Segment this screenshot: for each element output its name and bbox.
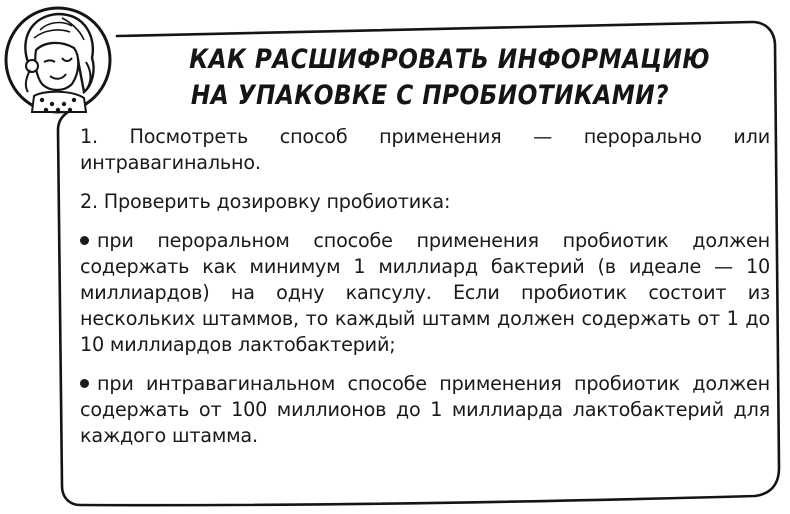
bullet-item-vaginal xyxy=(80,371,770,449)
page-title xyxy=(189,42,711,114)
bullet-oral-text: при пероральном способе применения пробиотик должен содержать как минимум 1 миллиард бактерий (в идеале — 10 миллиардов) на одну капсулу. Если пробиотик состоит из нескольких штаммов, то каждый штамм должен содержать от 1 до 10 миллиардов лактобактерий; xyxy=(80,229,770,356)
step-2-text: 2. Проверить дозировку пробиотика: xyxy=(80,190,451,213)
bullet-dot-icon xyxy=(80,236,89,245)
instructions-body xyxy=(80,124,770,462)
bullet-dot-icon xyxy=(80,379,89,388)
bullet-vaginal-text: при интравагинальном способе применения пробиотик должен содержать от 100 миллионов до 1 миллиарда лактобактерий для каждого штамма. xyxy=(80,372,770,447)
step-1-text: 1. Посмотреть способ применения — перорально или интравагинально. xyxy=(80,125,770,174)
woman-portrait-icon xyxy=(0,0,118,118)
title-line-2: НА УПАКОВКЕ С ПРОБИОТИКАМИ? xyxy=(190,80,670,111)
bullet-item-oral xyxy=(80,228,770,358)
title-line-1: КАК РАСШИФРОВАТЬ ИНФОРМАЦИЮ xyxy=(189,44,711,75)
